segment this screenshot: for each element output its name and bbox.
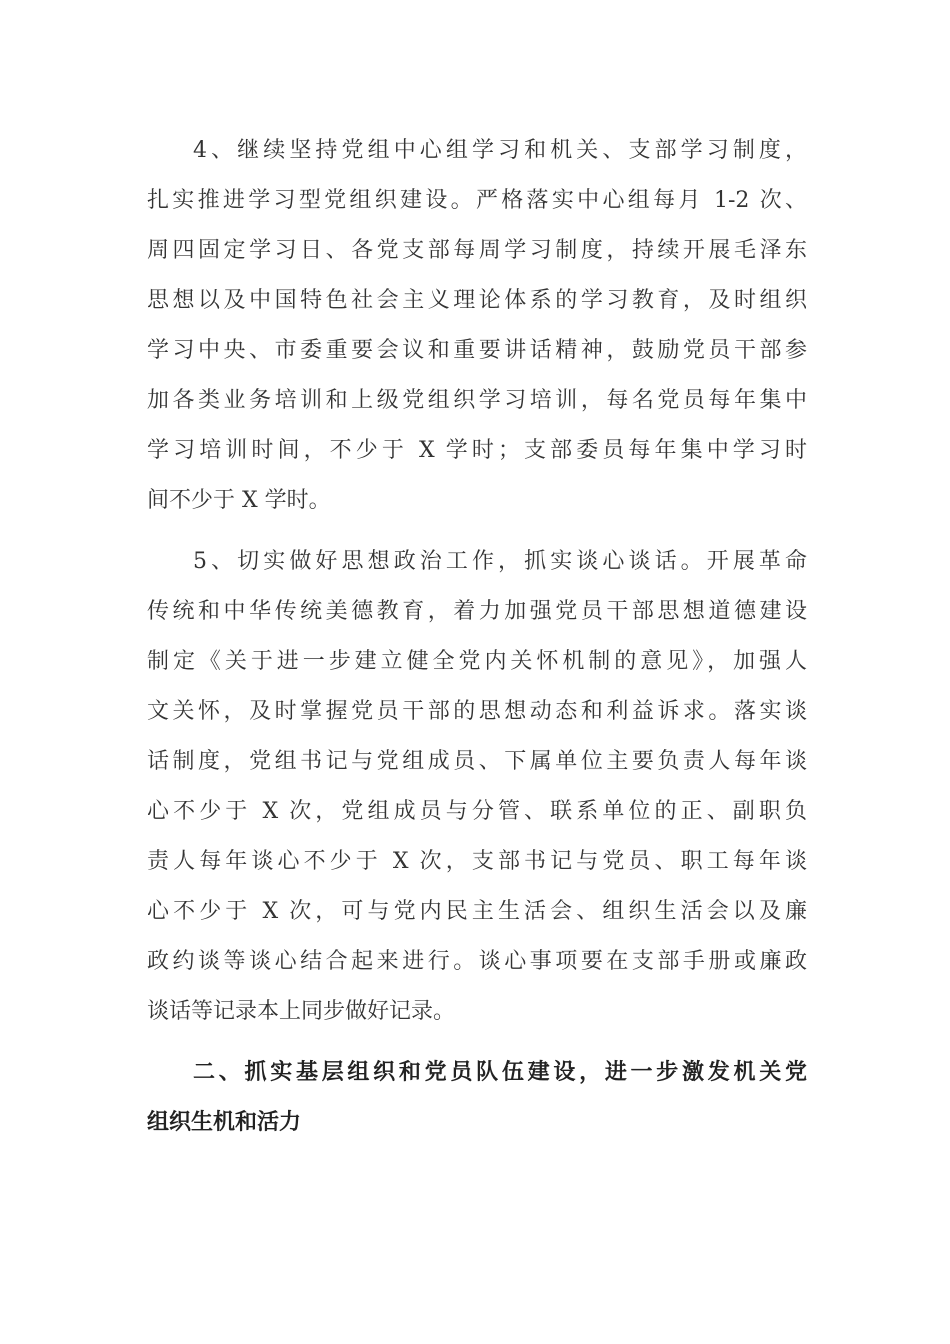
paragraph-line: 周四固定学习日、各党支部每周学习制度，持续开展毛泽东 — [147, 238, 807, 263]
paragraph-line: 扎实推进学习型党组织建设。严格落实中心组每月 1-2 次、 — [147, 188, 807, 213]
paragraph-line: 政约谈等谈心结合起来进行。谈心事项要在支部手册或廉政 — [147, 949, 807, 974]
paragraph-line: 心不少于 X 次，党组成员与分管、联系单位的正、副职负 — [147, 799, 807, 824]
paragraph-line: 4、继续坚持党组中心组学习和机关、支部学习制度， — [193, 138, 807, 163]
paragraph-line: 文关怀，及时掌握党员干部的思想动态和利益诉求。落实谈 — [147, 699, 807, 724]
paragraph-line: 制定《关于进一步建立健全党内关怀机制的意见》，加强人 — [147, 649, 807, 674]
paragraph-line: 谈话等记录本上同步做好记录。 — [147, 999, 456, 1024]
paragraph-line: 思想以及中国特色社会主义理论体系的学习教育，及时组织 — [147, 288, 807, 313]
paragraph-line: 加各类业务培训和上级党组织学习培训，每名党员每年集中 — [147, 388, 807, 413]
heading-line: 组织生机和活力 — [147, 1110, 302, 1135]
paragraph-line: 责人每年谈心不少于 X 次，支部书记与党员、职工每年谈 — [147, 849, 807, 874]
paragraph-line: 5、切实做好思想政治工作，抓实谈心谈话。开展革命 — [193, 549, 807, 574]
paragraph-line: 话制度，党组书记与党组成员、下属单位主要负责人每年谈 — [147, 749, 807, 774]
paragraph-line: 学习中央、市委重要会议和重要讲话精神，鼓励党员干部参 — [147, 338, 807, 363]
heading-line: 二、抓实基层组织和党员队伍建设，进一步激发机关党 — [193, 1060, 807, 1085]
paragraph-line: 传统和中华传统美德教育，着力加强党员干部思想道德建设 — [147, 599, 807, 624]
paragraph-line: 学习培训时间，不少于 X 学时；支部委员每年集中学习时 — [147, 438, 807, 463]
paragraph-line: 心不少于 X 次，可与党内民主生活会、组织生活会以及廉 — [147, 899, 807, 924]
paragraph-line: 间不少于 X 学时。 — [147, 488, 331, 513]
